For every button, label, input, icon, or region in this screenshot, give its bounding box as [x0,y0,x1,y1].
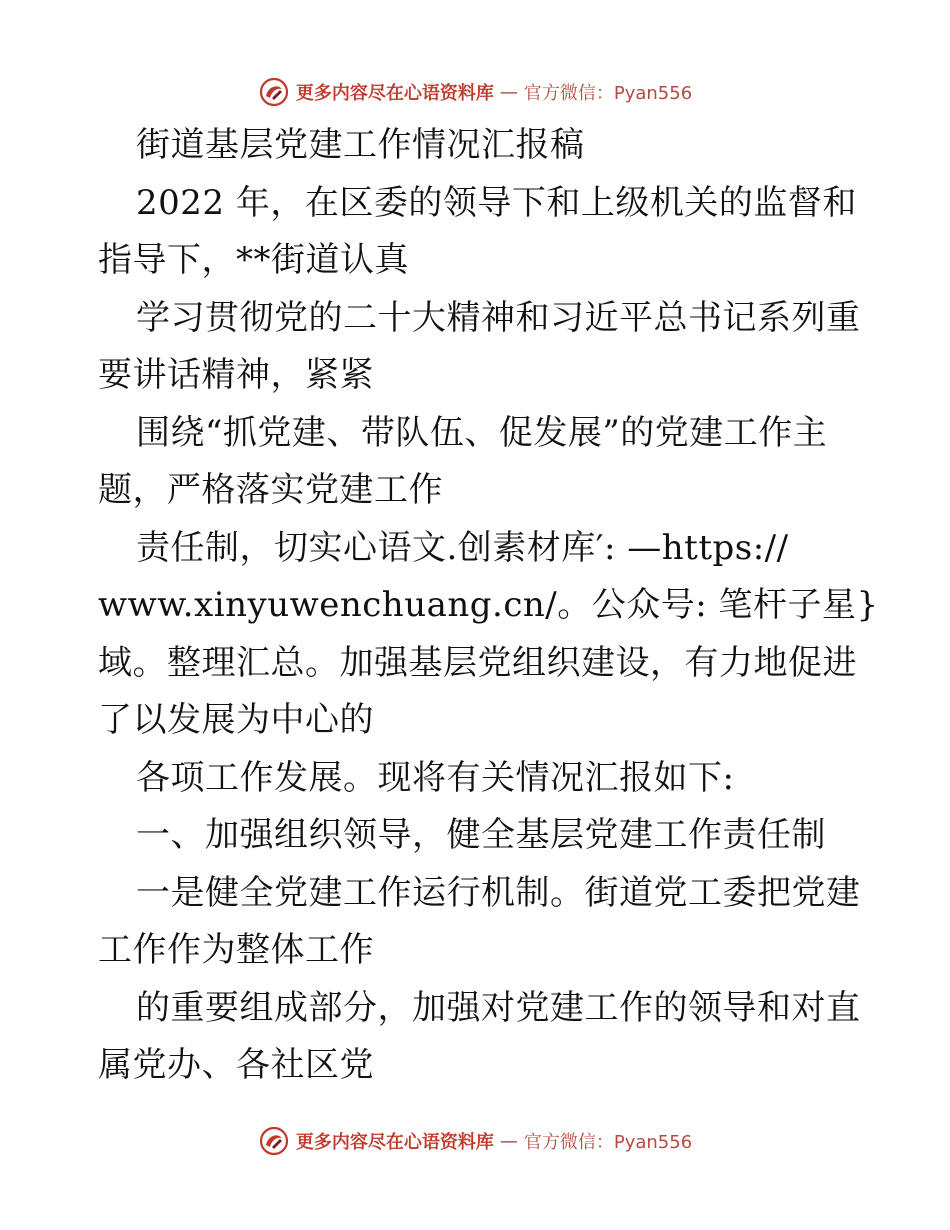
text-line: 一是健全党建工作运行机制。街道党工委把党建 [136,872,861,913]
text-line: 题，严格落实党建工作 [98,470,443,510]
text-line: 工作作为整体工作 [98,930,374,970]
watermark-brand: 更多内容尽在心语资料库 [295,83,494,104]
text-line: 的重要组成部分，加强对党建工作的领导和对直 [136,987,861,1028]
section-heading: 一、加强组织领导，健全基层党建工作责任制 [136,815,826,855]
watermark-contact: 官方微信：Pyan556 [523,1132,693,1153]
watermark-brand: 更多内容尽在心语资料库 [295,1132,494,1153]
footer-watermark [0,1121,950,1161]
watermark-dash: — [499,1130,518,1152]
text-line: 属党办、各社区党 [98,1045,374,1085]
watermark-contact: 官方微信：Pyan556 [523,83,693,104]
text-line: 围绕“抓党建、带队伍、促发展”的党建工作主 [136,412,828,453]
swirl-pen-logo-icon [258,1125,290,1157]
text-line: 指导下，**街道认真 [98,240,409,280]
swirl-pen-logo-icon [258,76,290,108]
text-line: 学习贯彻党的二十大精神和习近平总书记系列重 [136,297,861,338]
text-line: 各项工作发展。现将有关情况汇报如下: [136,757,735,798]
watermark-dash: — [499,81,518,103]
header-watermark [0,72,950,112]
text-line: 了以发展为中心的 [98,700,374,740]
text-line: 2022 年，在区委的领导下和上级机关的监督和 [136,182,857,223]
text-line: 域。整理汇总。加强基层党组织建设，有力地促进 [98,642,857,683]
text-line: www.xinyuwenchuang.cn/。公众号: 笔杆子星} [98,585,879,625]
text-line: 要讲话精神，紧紧 [98,355,374,395]
document-body [98,117,879,1095]
document-title: 街道基层党建工作情况汇报稿 [136,125,585,165]
text-line: 责任制，切实心语文.创素材库′: —https:// [136,527,789,568]
